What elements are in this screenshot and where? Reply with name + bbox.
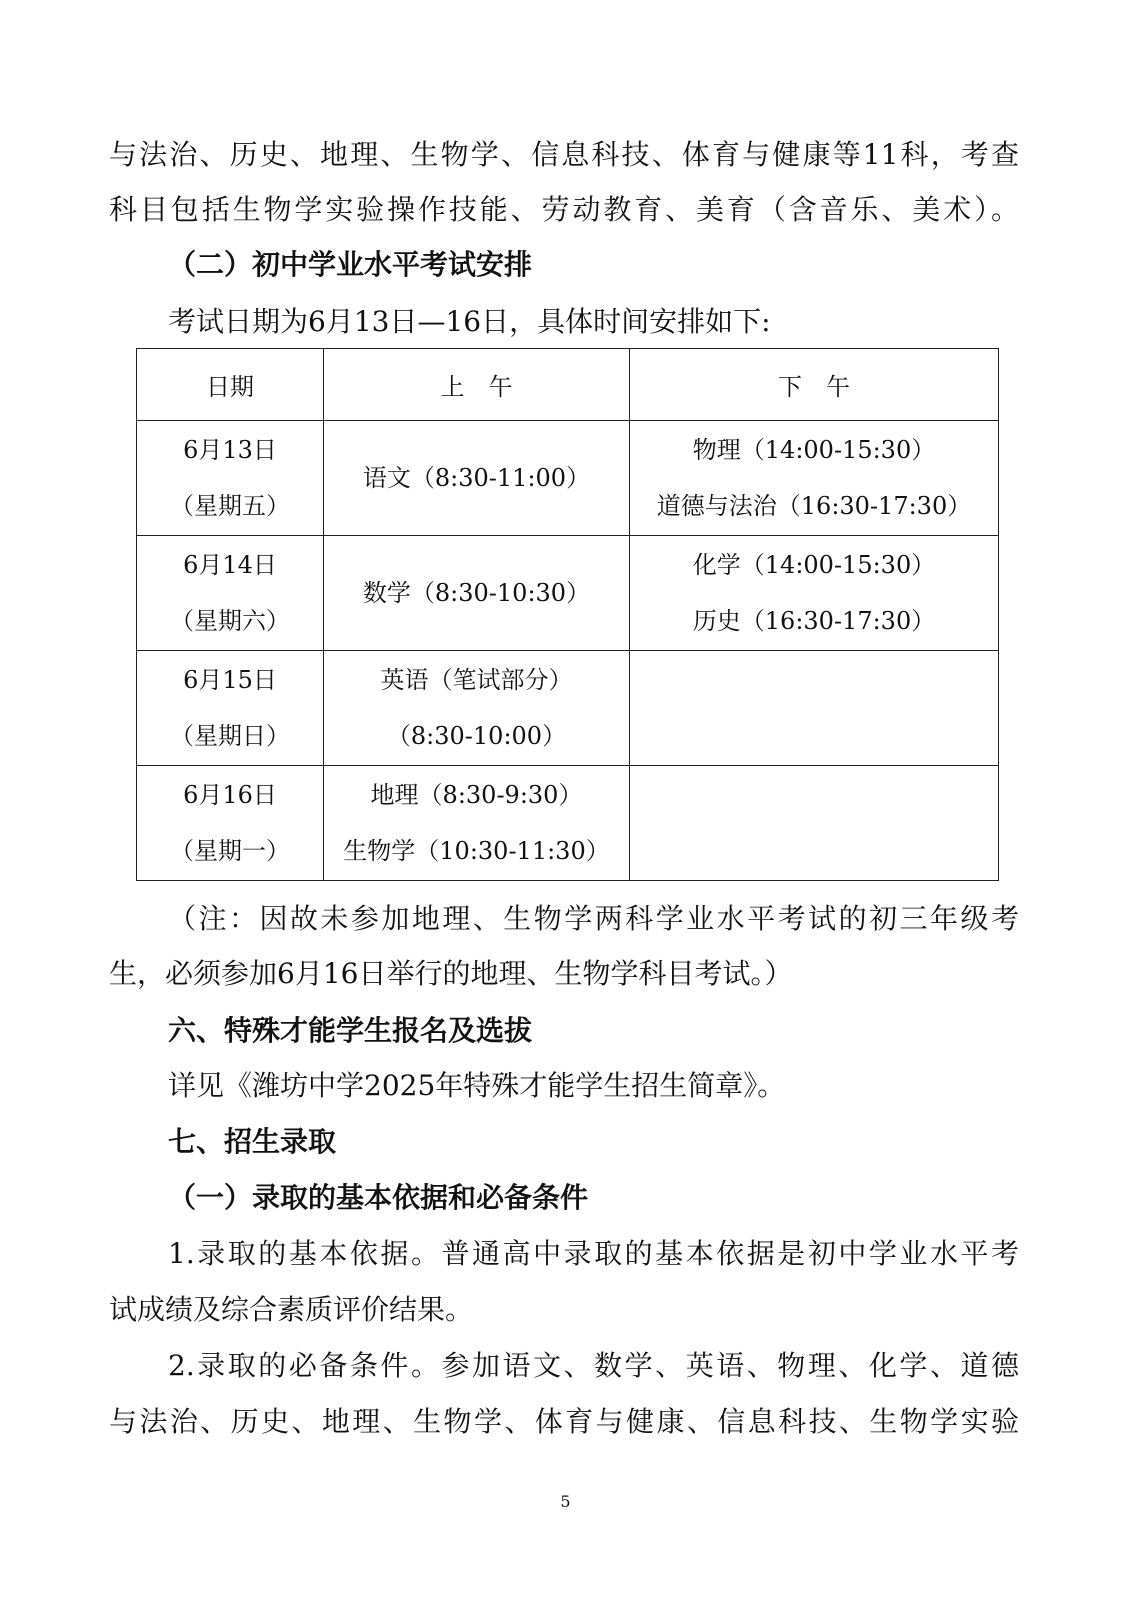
afternoon-cell (630, 651, 999, 766)
subsection-heading: （一）录取的基本依据和必备条件 (168, 1181, 589, 1214)
morning-exam: （8:30-10:00） (386, 722, 567, 750)
header-afternoon: 下 午 (630, 349, 999, 421)
paragraph-line: 试成绩及综合素质评价结果。 (109, 1293, 474, 1326)
section-heading: 六、特殊才能学生报名及选拔 (168, 1014, 533, 1047)
morning-cell (324, 421, 630, 536)
note-line: 生，必须参加6月16日举行的地理、生物学科目考试。） (109, 957, 793, 990)
afternoon-exam: 历史（16:30-17:30） (692, 607, 936, 635)
weekday-text: （星期一） (170, 837, 290, 865)
paragraph-line: 2.录取的必备条件。参加语文、数学、英语、物理、化学、道德 (168, 1349, 1019, 1382)
note-line: （注：因故未参加地理、生物学两科学业水平考试的初三年级考 (168, 902, 1019, 935)
afternoon-cell (630, 421, 999, 536)
table-row (137, 651, 999, 766)
morning-exam: 生物学（10:30-11:30） (343, 837, 610, 865)
morning-exam: 数学（8:30-10:30） (362, 579, 591, 607)
header-date: 日期 (137, 349, 324, 421)
morning-exam: 英语（笔试部分） (380, 666, 573, 694)
paragraph-line: 与法治、历史、地理、生物学、信息科技、体育与健康等11科，考查 (109, 138, 1019, 171)
page-number: 5 (560, 1492, 571, 1511)
date-text: 6月15日 (183, 666, 277, 694)
section-heading: 七、招生录取 (168, 1125, 337, 1158)
morning-cell (324, 651, 630, 766)
date-text: 6月14日 (183, 551, 277, 579)
date-text: 6月16日 (183, 781, 277, 809)
morning-cell (324, 536, 630, 651)
afternoon-cell (630, 766, 999, 881)
subsection-heading: （二）初中学业水平考试安排 (168, 248, 533, 281)
date-cell (137, 421, 324, 536)
morning-exam: 语文（8:30-11:00） (362, 464, 591, 492)
exam-dates-text: 考试日期为6月13日—16日，具体时间安排如下: (168, 305, 771, 338)
date-cell (137, 766, 324, 881)
afternoon-exam: 物理（14:00-15:30） (692, 436, 936, 464)
table-row (137, 421, 999, 536)
weekday-text: （星期日） (170, 722, 290, 750)
exam-schedule-table (136, 348, 999, 881)
weekday-text: （星期五） (170, 492, 290, 520)
paragraph-line: 科目包括生物学实验操作技能、劳动教育、美育（含音乐、美术）。 (109, 193, 1019, 226)
afternoon-cell (630, 536, 999, 651)
date-cell (137, 536, 324, 651)
weekday-text: （星期六） (170, 607, 290, 635)
afternoon-exam: 化学（14:00-15:30） (692, 551, 936, 579)
table-row (137, 766, 999, 881)
header-morning: 上 午 (324, 349, 630, 421)
date-text: 6月13日 (183, 436, 277, 464)
table-header-row (137, 349, 999, 421)
table-row (137, 536, 999, 651)
morning-cell (324, 766, 630, 881)
paragraph-line: 与法治、历史、地理、生物学、体育与健康、信息科技、生物学实验 (109, 1405, 1019, 1438)
section-body: 详见《潍坊中学2025年特殊才能学生招生简章》。 (168, 1069, 786, 1102)
morning-exam: 地理（8:30-9:30） (370, 781, 583, 809)
paragraph-line: 1.录取的基本依据。普通高中录取的基本依据是初中学业水平考 (168, 1237, 1019, 1270)
afternoon-exam: 道德与法治（16:30-17:30） (656, 492, 972, 520)
date-cell (137, 651, 324, 766)
